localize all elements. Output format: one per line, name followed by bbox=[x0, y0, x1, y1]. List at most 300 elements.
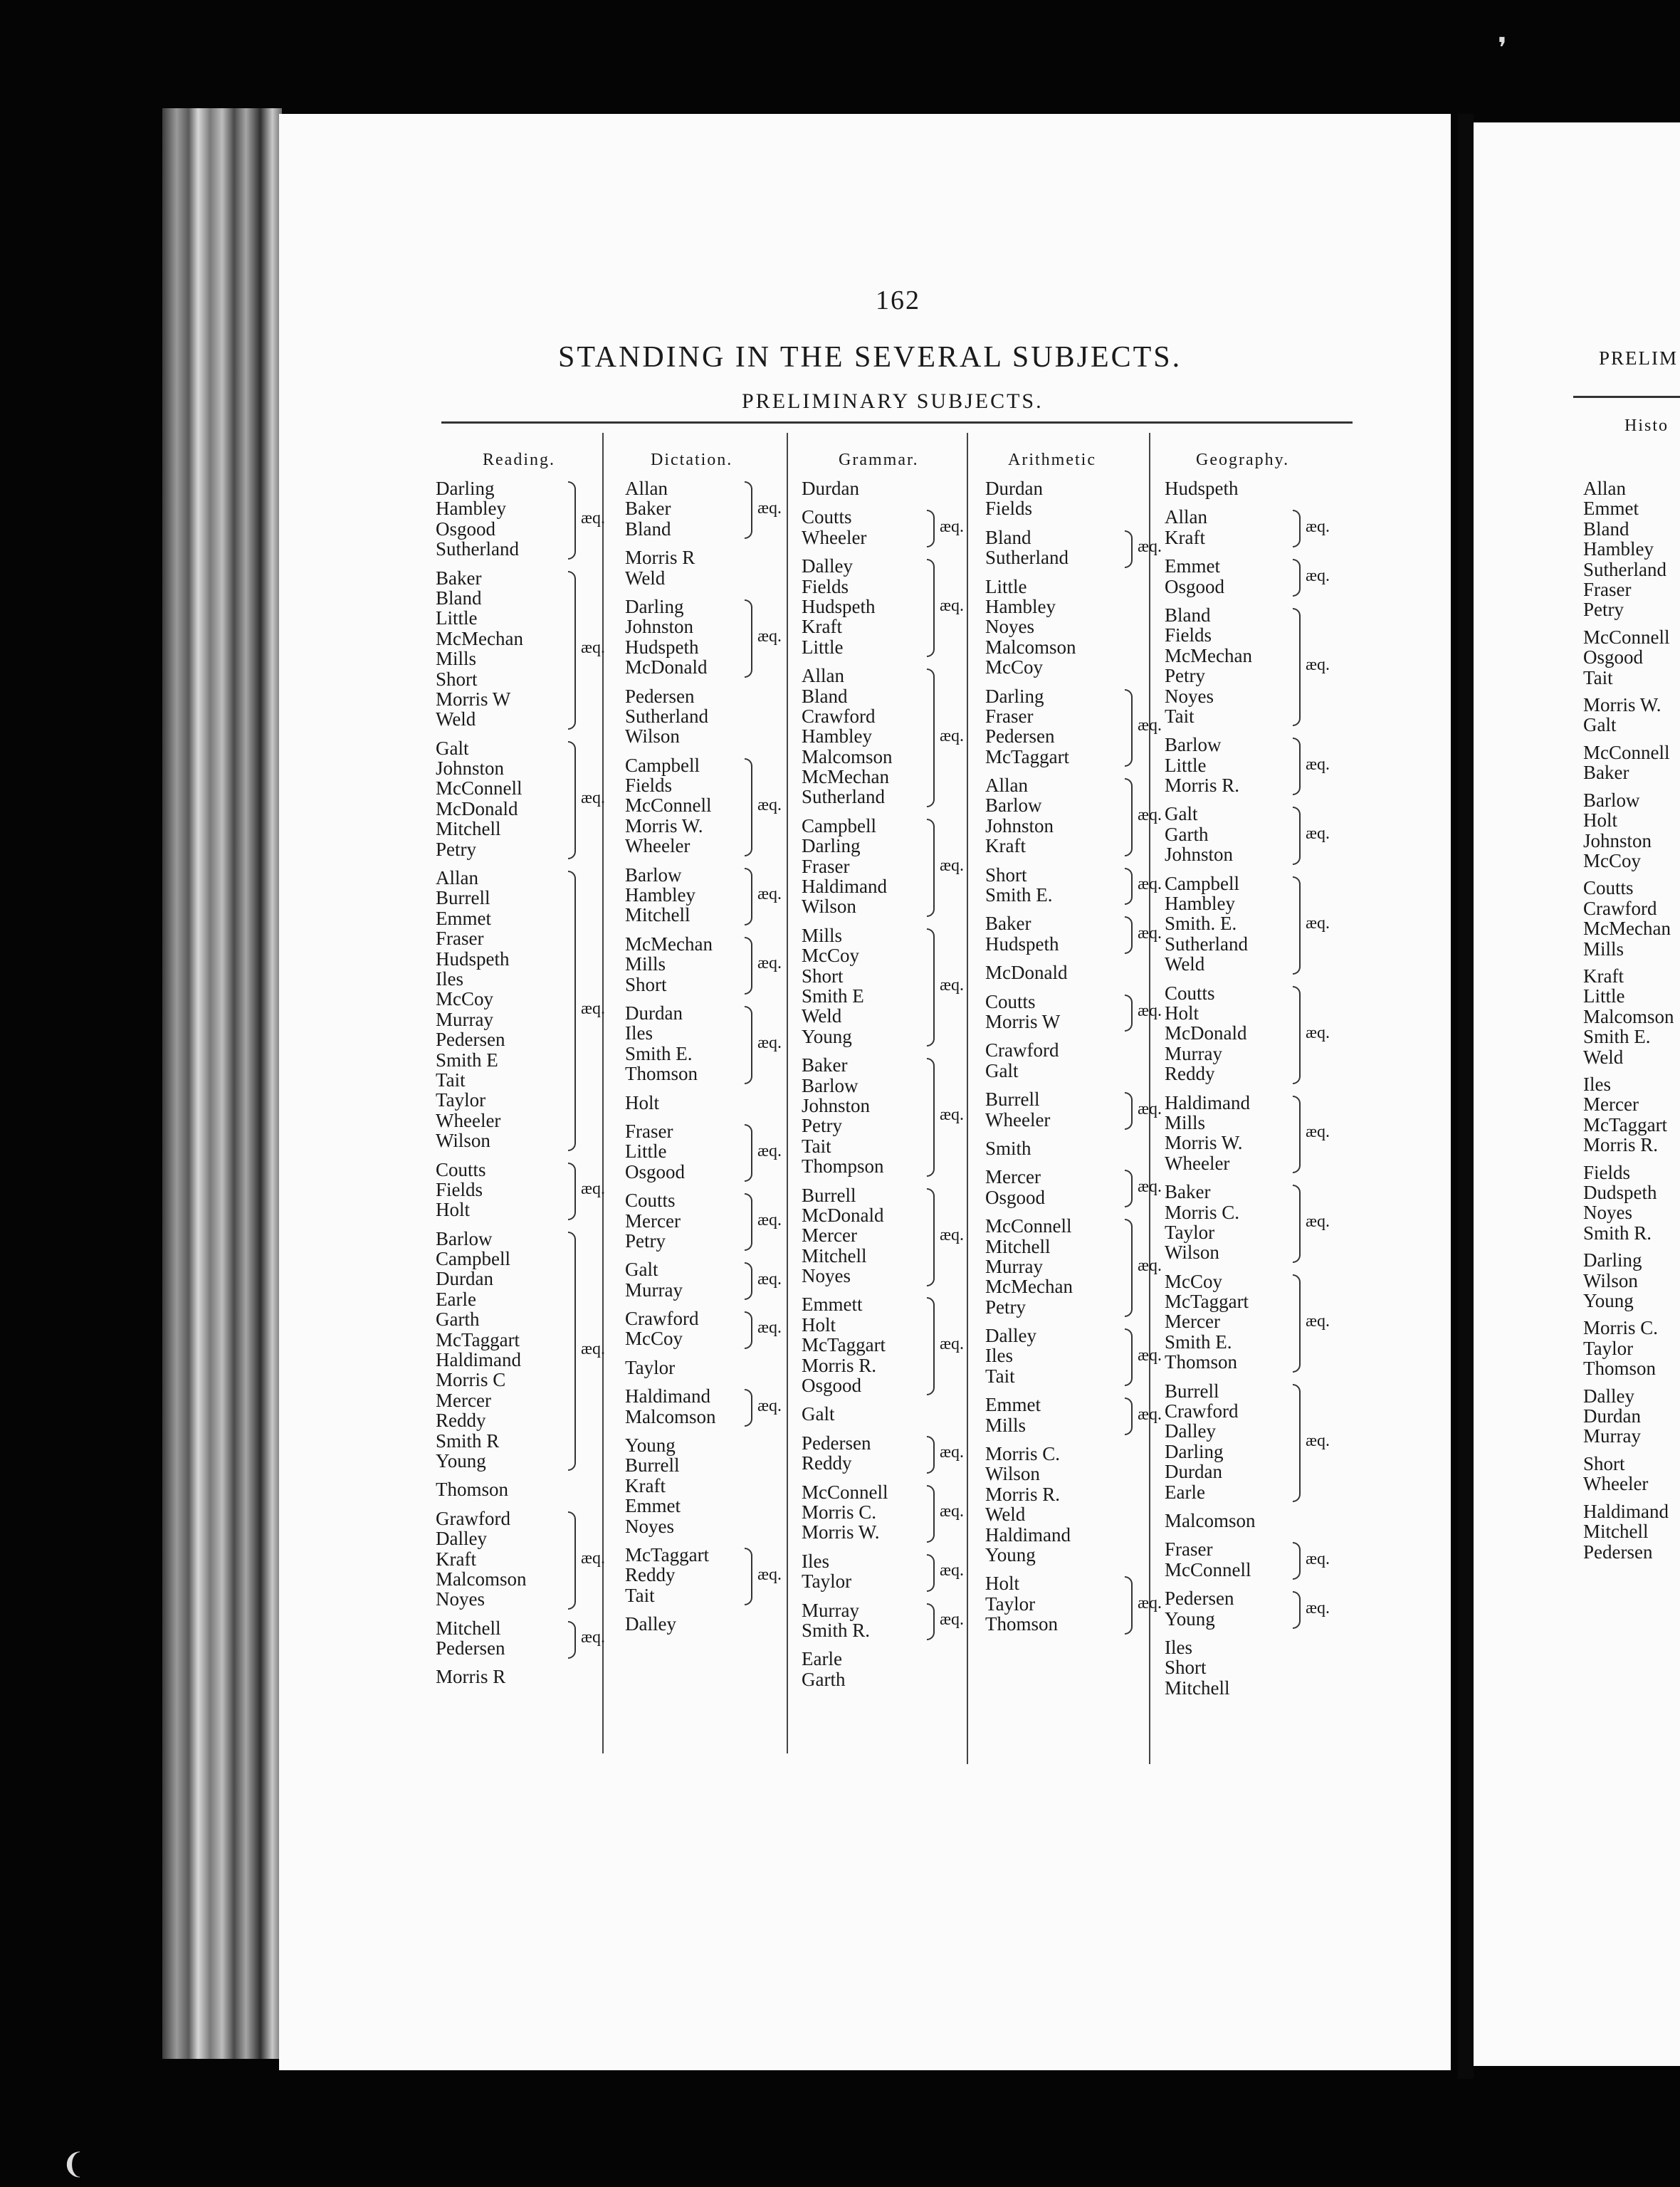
name-entry: Thomson bbox=[985, 1613, 1059, 1635]
name-entry: Allan bbox=[625, 478, 668, 499]
name-entry: Iles bbox=[625, 1022, 653, 1044]
name-entry: Petry bbox=[436, 838, 476, 860]
aeq-label: æq. bbox=[757, 1269, 782, 1289]
name-entry: Noyes bbox=[1583, 1202, 1632, 1224]
group-gap bbox=[436, 1687, 555, 1696]
scan-speck: ❜ bbox=[1498, 32, 1507, 64]
aeq-label: æq. bbox=[1138, 875, 1162, 894]
name-group bbox=[436, 1617, 606, 1659]
name-entry: McMechan bbox=[1165, 644, 1252, 666]
name-entry: McTaggart bbox=[1165, 1291, 1249, 1313]
name-entry: Coutts bbox=[802, 506, 852, 528]
group-brace bbox=[568, 481, 576, 560]
name-entry: Mills bbox=[985, 1414, 1027, 1436]
group-brace bbox=[1293, 876, 1301, 975]
column-body bbox=[985, 478, 1162, 1643]
name-entry: Young bbox=[1583, 1290, 1634, 1312]
right-page-header: PRELIM bbox=[1599, 347, 1679, 369]
group-brace bbox=[1125, 1397, 1133, 1435]
name-entry: Morris W bbox=[985, 1010, 1061, 1032]
name-group bbox=[1165, 982, 1330, 1085]
name-entry: Holt bbox=[436, 1199, 471, 1221]
name-entry: Thomson bbox=[1583, 1358, 1657, 1380]
name-entry: Crawford bbox=[625, 1308, 699, 1330]
name-entry: Little bbox=[802, 636, 844, 658]
name-entry: Morris C. bbox=[1165, 1201, 1240, 1223]
name-entry: McTaggart bbox=[436, 1328, 520, 1351]
name-group bbox=[802, 1649, 919, 1689]
group-brace bbox=[745, 1311, 752, 1349]
name-entry: Morris W bbox=[436, 688, 511, 710]
name-group bbox=[985, 685, 1162, 767]
scan-speck: ❨ bbox=[61, 2148, 85, 2180]
right-name-list bbox=[1583, 478, 1680, 1562]
name-entry: Baker bbox=[802, 1054, 848, 1076]
name-group bbox=[436, 1158, 606, 1221]
name-group bbox=[436, 1479, 555, 1499]
aeq-label: æq. bbox=[1138, 1593, 1162, 1612]
name-group bbox=[1165, 734, 1330, 797]
name-entry: Smith E. bbox=[985, 884, 1053, 906]
name-entry: Morris C. bbox=[985, 1443, 1061, 1465]
name-entry: Hambley bbox=[625, 884, 695, 906]
header-rule bbox=[441, 421, 1353, 424]
name-entry: Short bbox=[625, 973, 667, 995]
group-brace bbox=[1293, 1384, 1301, 1502]
aeq-label: æq. bbox=[940, 597, 965, 616]
aeq-label: æq. bbox=[1306, 1212, 1330, 1231]
name-entry: Murray bbox=[625, 1279, 683, 1301]
column-body bbox=[436, 478, 606, 1696]
name-entry: Tait bbox=[802, 1135, 831, 1157]
name-entry: Reddy bbox=[625, 1564, 676, 1586]
name-entry: Petry bbox=[1165, 665, 1205, 687]
right-header-rule bbox=[1573, 396, 1680, 398]
name-entry: Johnston bbox=[985, 814, 1054, 836]
name-entry: McDonald bbox=[802, 1204, 884, 1226]
name-entry: Mills bbox=[1165, 1111, 1206, 1133]
name-group bbox=[985, 526, 1162, 569]
name-entry: McConnell bbox=[1583, 626, 1670, 648]
aeq-label: æq. bbox=[581, 999, 606, 1018]
name-entry: Grawford bbox=[436, 1507, 510, 1529]
page-title: STANDING IN THE SEVERAL SUBJECTS. bbox=[558, 341, 1182, 374]
name-entry: Hudspeth bbox=[802, 595, 876, 617]
name-entry: Smith E. bbox=[1165, 1331, 1232, 1353]
group-brace bbox=[927, 1188, 935, 1286]
name-entry: Weld bbox=[436, 708, 476, 730]
group-brace bbox=[745, 1548, 752, 1605]
name-entry: Wheeler bbox=[436, 1109, 501, 1131]
name-entry: Fields bbox=[436, 1178, 483, 1200]
name-group bbox=[1165, 506, 1330, 548]
name-entry: Reddy bbox=[802, 1452, 852, 1474]
name-entry: Morris R. bbox=[802, 1354, 877, 1376]
name-entry: Short bbox=[1583, 1452, 1625, 1474]
name-entry: McMechan bbox=[625, 933, 713, 955]
aeq-label: æq. bbox=[757, 1318, 782, 1338]
group-brace bbox=[568, 871, 576, 1151]
name-group bbox=[802, 1550, 965, 1593]
page-subtitle: PRELIMINARY SUBJECTS. bbox=[742, 389, 1044, 413]
aeq-label: æq. bbox=[1138, 1346, 1162, 1365]
name-entry: Malcomson bbox=[802, 745, 893, 767]
name-group bbox=[436, 1667, 555, 1687]
name-group bbox=[985, 1089, 1162, 1131]
name-group bbox=[802, 1184, 965, 1287]
name-entry: Darling bbox=[802, 835, 861, 857]
name-entry: Hambley bbox=[436, 498, 506, 520]
name-entry: Coutts bbox=[436, 1158, 486, 1180]
aeq-label: æq. bbox=[757, 1396, 782, 1415]
name-entry: Dalley bbox=[1165, 1420, 1216, 1442]
name-group bbox=[802, 1599, 965, 1641]
name-entry: Burrell bbox=[985, 1089, 1040, 1111]
name-entry: Osgood bbox=[1583, 646, 1644, 668]
name-group bbox=[625, 595, 782, 678]
group-brace bbox=[568, 741, 576, 859]
name-group bbox=[985, 1444, 1096, 1565]
name-entry: Wilson bbox=[1583, 1269, 1638, 1291]
name-entry: Mercer bbox=[985, 1166, 1041, 1188]
column-grammar bbox=[802, 441, 965, 1698]
name-group bbox=[625, 754, 782, 857]
name-entry: Wheeler bbox=[1583, 1473, 1649, 1495]
aeq-label: æq. bbox=[940, 1561, 965, 1580]
name-entry: Garth bbox=[1165, 823, 1209, 845]
name-group bbox=[625, 1308, 782, 1350]
group-brace bbox=[1293, 1542, 1301, 1580]
aeq-label: æq. bbox=[1306, 1123, 1330, 1142]
name-entry: McCoy bbox=[436, 988, 493, 1010]
name-entry: Osgood bbox=[1165, 575, 1225, 597]
name-entry: Dalley bbox=[1583, 1385, 1634, 1407]
name-entry: Wheeler bbox=[625, 835, 691, 857]
aeq-label: æq. bbox=[1138, 537, 1162, 557]
name-entry: Fraser bbox=[985, 705, 1034, 727]
name-entry: Dalley bbox=[985, 1325, 1036, 1347]
name-entry: Burrell bbox=[436, 887, 490, 909]
name-entry: Durdan bbox=[625, 1002, 683, 1024]
name-entry: Johnston bbox=[1583, 829, 1652, 851]
name-entry: Smith. E. bbox=[1165, 913, 1237, 935]
name-entry: Pedersen bbox=[1165, 1588, 1234, 1610]
name-entry: Fraser bbox=[1165, 1538, 1213, 1561]
name-group bbox=[1165, 1511, 1289, 1531]
group-gap bbox=[436, 1220, 555, 1229]
name-entry: Baker bbox=[1583, 762, 1629, 784]
group-brace bbox=[745, 1389, 752, 1427]
name-group bbox=[1165, 1380, 1330, 1503]
aeq-label: æq. bbox=[757, 795, 782, 814]
name-entry: Mitchell bbox=[802, 1244, 867, 1266]
name-entry: Fields bbox=[802, 575, 849, 597]
group-brace bbox=[568, 1621, 576, 1659]
group-brace bbox=[568, 1232, 576, 1472]
aeq-label: æq. bbox=[581, 788, 606, 807]
name-entry: Murray bbox=[436, 1008, 493, 1030]
aeq-label: æq. bbox=[1306, 1549, 1330, 1568]
name-group bbox=[802, 1404, 919, 1424]
name-entry: Haldimand bbox=[625, 1385, 710, 1407]
name-entry: Pedersen bbox=[1583, 1541, 1653, 1562]
name-entry: Crawford bbox=[802, 705, 876, 727]
book-gutter bbox=[1458, 114, 1474, 2079]
aeq-label: æq. bbox=[1138, 805, 1162, 824]
name-entry: Smith E. bbox=[1583, 1026, 1651, 1048]
name-entry: Smith E. bbox=[625, 1042, 693, 1064]
group-gap bbox=[802, 1177, 919, 1185]
name-entry: McTaggart bbox=[802, 1334, 886, 1356]
aeq-label: æq. bbox=[940, 1610, 965, 1629]
name-entry: Osgood bbox=[436, 518, 496, 540]
name-entry: Murray bbox=[1583, 1425, 1641, 1447]
name-group bbox=[1165, 1181, 1330, 1264]
name-entry: Wheeler bbox=[985, 1108, 1051, 1131]
name-entry: McCoy bbox=[1583, 849, 1641, 871]
aeq-label: æq. bbox=[757, 1565, 782, 1584]
group-brace bbox=[568, 571, 576, 730]
name-group bbox=[625, 1385, 782, 1427]
column-arithmetic bbox=[985, 441, 1162, 1643]
group-brace bbox=[927, 1058, 935, 1176]
group-brace bbox=[1125, 689, 1133, 767]
name-entry: Emmet bbox=[625, 1495, 681, 1517]
name-group bbox=[436, 567, 606, 730]
name-entry: Coutts bbox=[985, 990, 1036, 1012]
name-entry: Smith E bbox=[436, 1049, 498, 1071]
name-entry: Wilson bbox=[985, 1463, 1040, 1485]
group-gap bbox=[1165, 1263, 1289, 1271]
name-entry: Campbell bbox=[802, 814, 876, 836]
name-entry: McTaggart bbox=[985, 745, 1070, 767]
name-entry: McDonald bbox=[1165, 1022, 1247, 1044]
name-entry: Short bbox=[1165, 1657, 1207, 1679]
group-brace bbox=[927, 1485, 935, 1543]
name-group bbox=[1165, 478, 1289, 498]
group-gap bbox=[802, 917, 919, 925]
name-entry: Allan bbox=[1583, 478, 1626, 499]
name-entry: Holt bbox=[985, 1573, 1020, 1595]
name-entry: Mitchell bbox=[985, 1235, 1051, 1257]
group-brace bbox=[1293, 608, 1301, 726]
name-entry: Osgood bbox=[802, 1375, 862, 1397]
name-entry: Galt bbox=[1583, 714, 1617, 736]
name-entry: Young bbox=[436, 1449, 486, 1472]
aeq-label: æq. bbox=[1138, 923, 1162, 943]
name-entry: Durdan bbox=[436, 1268, 493, 1290]
name-entry: Morris R bbox=[436, 1666, 506, 1688]
group-brace bbox=[745, 1006, 752, 1084]
name-entry: Thomson bbox=[1165, 1351, 1238, 1373]
name-entry: McConnell bbox=[625, 794, 712, 817]
name-group bbox=[985, 478, 1096, 519]
name-entry: McConnell bbox=[985, 1215, 1072, 1237]
name-entry: Darling bbox=[1583, 1249, 1642, 1271]
group-gap bbox=[1165, 1698, 1289, 1706]
group-gap bbox=[436, 560, 555, 568]
name-entry: Hambley bbox=[802, 725, 872, 748]
name-entry: Bland bbox=[436, 587, 482, 609]
name-entry: Murray bbox=[1165, 1042, 1222, 1064]
aeq-label: æq. bbox=[1138, 1177, 1162, 1196]
group-brace bbox=[1125, 916, 1133, 954]
aeq-label: æq. bbox=[757, 1141, 782, 1160]
name-entry: Young bbox=[625, 1435, 676, 1457]
name-entry: Short bbox=[985, 864, 1027, 886]
group-brace bbox=[745, 599, 752, 678]
name-entry: Tait bbox=[985, 1365, 1015, 1387]
name-entry: Johnston bbox=[1165, 844, 1234, 866]
name-entry: McConnell bbox=[1583, 741, 1670, 763]
name-entry: Fraser bbox=[436, 928, 484, 950]
name-entry: Tait bbox=[1583, 666, 1613, 688]
name-entry: Petry bbox=[625, 1229, 666, 1252]
name-entry: Pedersen bbox=[625, 685, 695, 707]
group-brace bbox=[927, 1436, 935, 1474]
column-heading: Dictation. bbox=[651, 451, 733, 469]
name-entry: Earle bbox=[1165, 1481, 1205, 1503]
name-entry: Campbell bbox=[1165, 872, 1239, 894]
name-group bbox=[985, 913, 1162, 955]
aeq-label: æq. bbox=[1138, 1001, 1162, 1020]
name-entry: Earle bbox=[802, 1648, 842, 1670]
name-group bbox=[985, 990, 1162, 1032]
name-entry: Iles bbox=[1165, 1636, 1192, 1658]
name-entry: Weld bbox=[1583, 1046, 1624, 1068]
name-entry: Morris C. bbox=[802, 1501, 877, 1523]
name-entry: McCoy bbox=[802, 945, 859, 967]
name-entry: Iles bbox=[436, 967, 463, 990]
aeq-label: æq. bbox=[757, 885, 782, 904]
group-brace bbox=[1125, 1328, 1133, 1386]
column-reading bbox=[436, 441, 606, 1696]
aeq-label: æq. bbox=[757, 626, 782, 646]
name-entry: Barlow bbox=[802, 1074, 859, 1096]
group-gap bbox=[802, 1689, 919, 1698]
name-entry: Thomson bbox=[625, 1063, 698, 1085]
name-entry: Durdan bbox=[985, 478, 1043, 499]
name-entry: Little bbox=[1165, 754, 1207, 776]
name-entry: Barlow bbox=[625, 864, 682, 886]
name-entry: Hudspeth bbox=[436, 948, 510, 970]
name-group bbox=[1165, 872, 1330, 975]
name-group bbox=[1165, 1588, 1330, 1630]
name-entry: Johnston bbox=[625, 616, 694, 638]
name-entry: Short bbox=[436, 668, 478, 690]
name-group bbox=[802, 1054, 965, 1178]
aeq-label: æq. bbox=[1306, 913, 1330, 933]
name-entry: Bland bbox=[1165, 604, 1211, 626]
name-entry: Kraft bbox=[802, 616, 842, 638]
name-group bbox=[985, 1166, 1162, 1208]
group-gap bbox=[985, 856, 1096, 865]
column-rule bbox=[787, 433, 788, 1753]
aeq-label: æq. bbox=[757, 954, 782, 973]
name-entry: Little bbox=[985, 575, 1027, 597]
name-entry: Morris R. bbox=[985, 1483, 1061, 1505]
name-entry: Emmet bbox=[436, 907, 491, 929]
name-entry: Malcomson bbox=[985, 636, 1076, 658]
aeq-label: æq. bbox=[581, 508, 606, 528]
name-entry: Mercer bbox=[802, 1224, 857, 1247]
name-entry: McTaggart bbox=[625, 1543, 710, 1565]
name-entry: Tait bbox=[625, 1584, 655, 1606]
name-entry: Fields bbox=[1583, 1161, 1631, 1183]
name-entry: Little bbox=[625, 1140, 667, 1163]
group-gap bbox=[802, 1543, 919, 1551]
name-entry: Noyes bbox=[625, 1515, 674, 1537]
name-entry: Osgood bbox=[625, 1160, 686, 1182]
group-gap bbox=[1165, 865, 1289, 874]
name-entry: Hambley bbox=[985, 595, 1056, 617]
name-entry: Weld bbox=[625, 567, 666, 589]
name-entry: Murray bbox=[802, 1599, 859, 1621]
name-entry: Tait bbox=[1165, 705, 1195, 727]
aeq-label: æq. bbox=[940, 976, 965, 995]
aeq-label: æq. bbox=[581, 1628, 606, 1647]
group-brace bbox=[745, 758, 752, 856]
group-gap bbox=[436, 1500, 555, 1509]
name-group bbox=[625, 1190, 782, 1252]
name-entry: Taylor bbox=[436, 1089, 486, 1111]
name-entry: Dudspeth bbox=[1583, 1182, 1657, 1203]
name-entry: Malcomson bbox=[436, 1568, 527, 1590]
group-brace bbox=[1293, 510, 1301, 547]
name-entry: Galt bbox=[625, 1259, 658, 1281]
name-entry: Coutts bbox=[1165, 982, 1215, 1004]
name-entry: Wheeler bbox=[1165, 1152, 1230, 1174]
name-entry: Emmett bbox=[802, 1294, 863, 1316]
group-gap bbox=[436, 1151, 555, 1160]
name-entry: McDonald bbox=[625, 656, 708, 678]
name-entry: Wheeler bbox=[802, 526, 867, 548]
aeq-label: æq. bbox=[1306, 824, 1330, 844]
name-entry: Morris W. bbox=[802, 1521, 880, 1543]
name-entry: Hudspeth bbox=[625, 636, 699, 658]
group-brace bbox=[1293, 1096, 1301, 1174]
aeq-label: æq. bbox=[1306, 566, 1330, 585]
group-brace bbox=[927, 510, 935, 547]
name-group bbox=[625, 478, 782, 540]
name-entry: Young bbox=[802, 1025, 852, 1047]
name-entry: Wilson bbox=[1165, 1242, 1219, 1264]
name-entry: Galt bbox=[985, 1059, 1019, 1081]
name-entry: Campbell bbox=[625, 754, 700, 776]
page-number: 162 bbox=[876, 285, 920, 315]
name-group bbox=[1165, 555, 1330, 597]
name-entry: McConnell bbox=[1165, 1558, 1251, 1580]
name-entry: Kraft bbox=[985, 835, 1026, 857]
aeq-label: æq. bbox=[1306, 1431, 1330, 1450]
group-brace bbox=[1293, 807, 1301, 864]
name-entry: Murray bbox=[985, 1255, 1043, 1277]
name-entry: Hambley bbox=[1165, 893, 1235, 915]
name-entry: Morris R bbox=[625, 547, 695, 569]
name-entry: Thomson bbox=[436, 1479, 509, 1501]
group-brace bbox=[1293, 1185, 1301, 1263]
name-group bbox=[625, 1002, 782, 1085]
name-entry: Durdan bbox=[802, 478, 859, 499]
name-entry: McCoy bbox=[985, 656, 1043, 678]
column-geography bbox=[1165, 441, 1330, 1706]
name-entry: Durdan bbox=[1165, 1461, 1222, 1483]
name-entry: Taylor bbox=[802, 1570, 852, 1593]
aeq-label: æq. bbox=[581, 1548, 606, 1568]
name-entry: Barlow bbox=[436, 1227, 493, 1249]
name-entry: Young bbox=[985, 1543, 1036, 1565]
name-entry: Morris C. bbox=[1583, 1317, 1659, 1339]
